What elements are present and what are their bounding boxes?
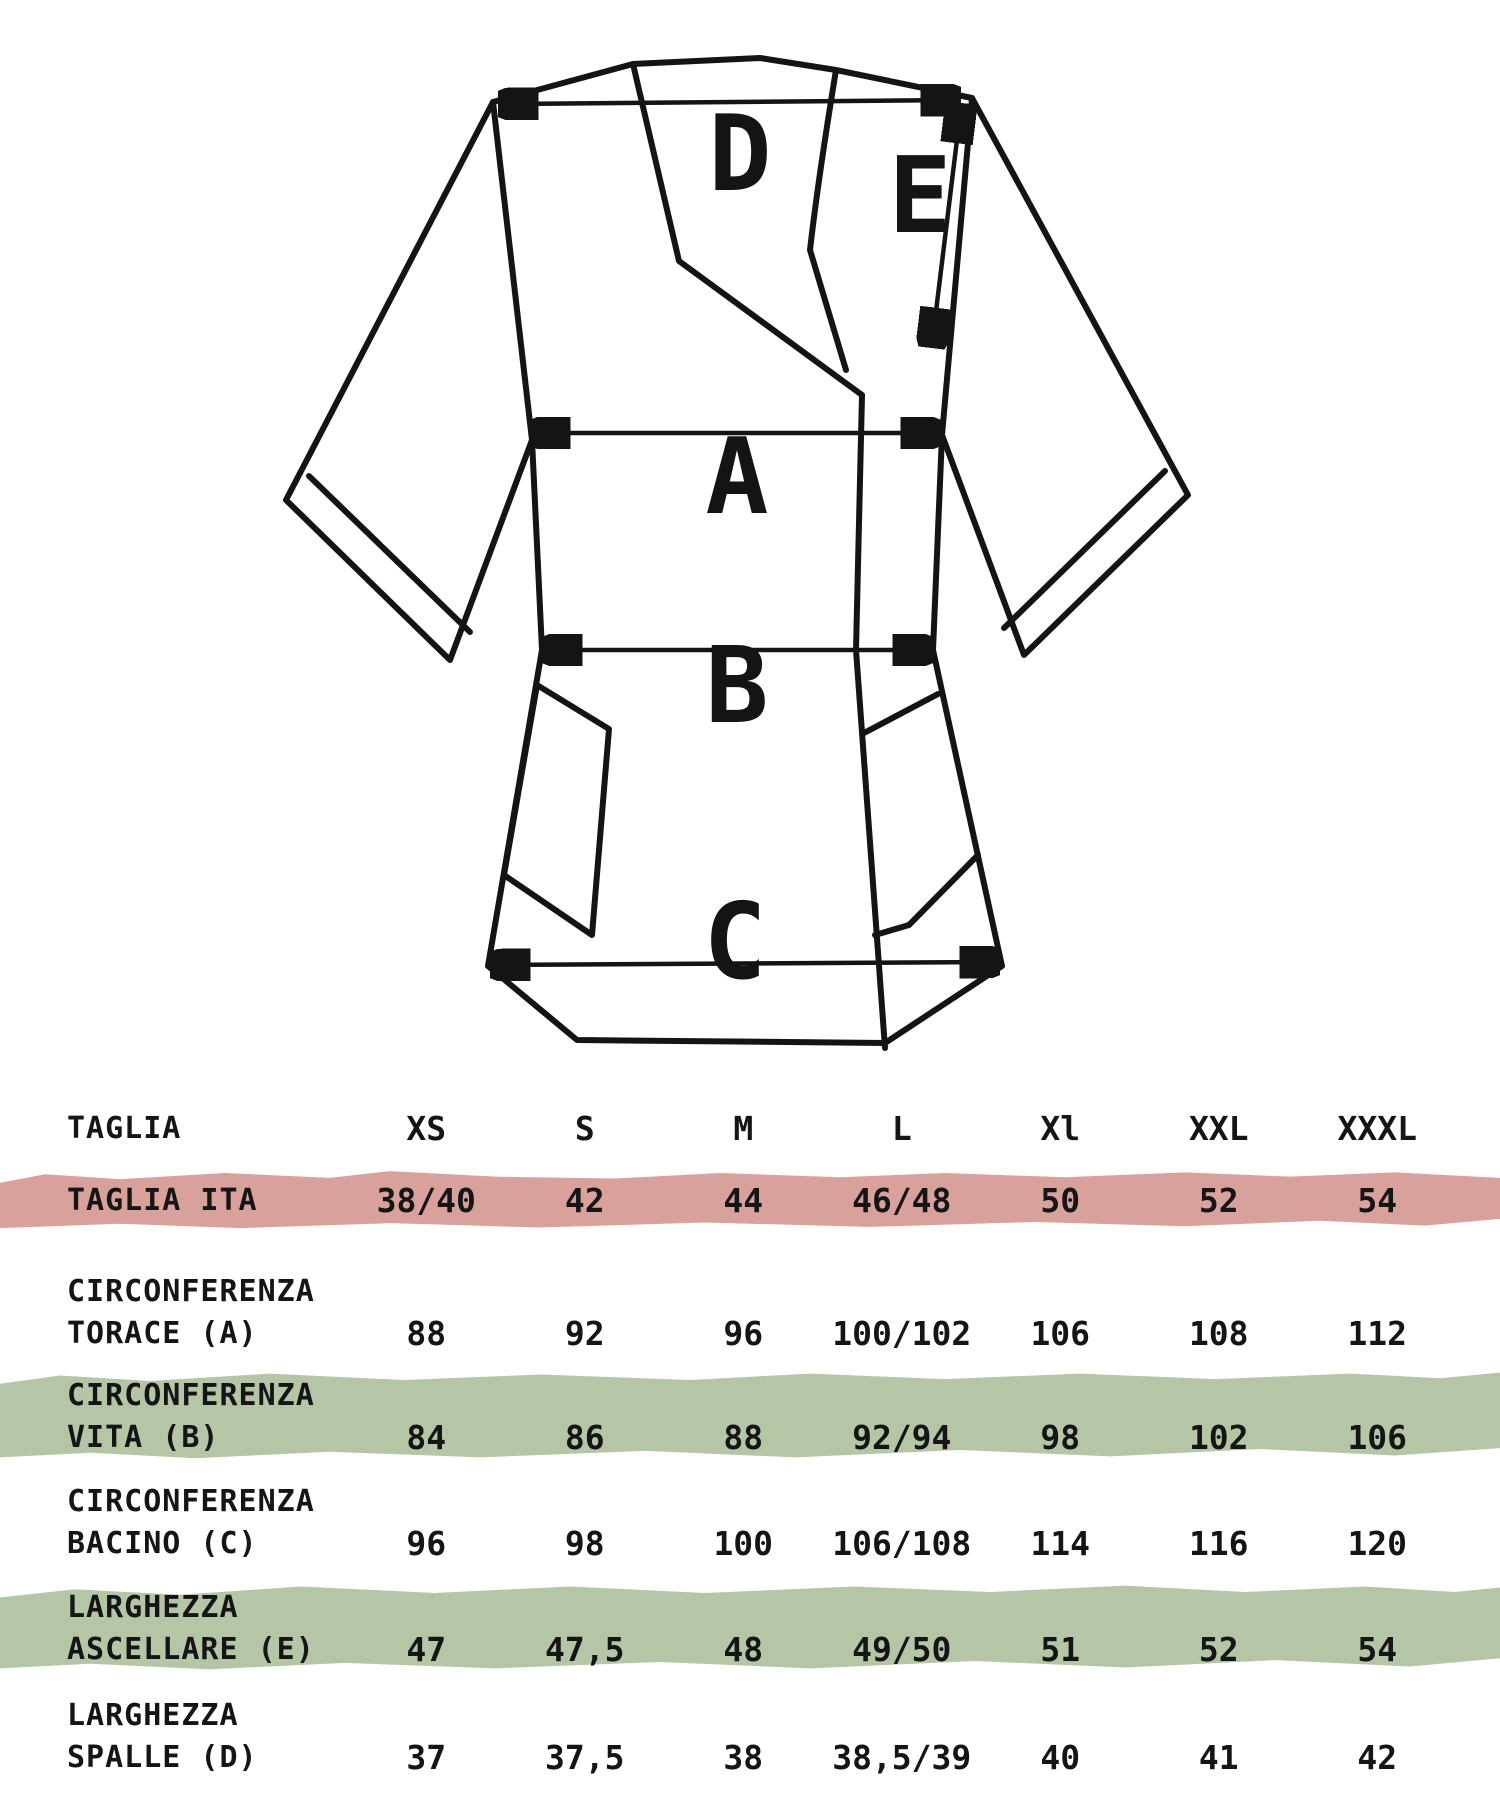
value-cell: 100/102 <box>832 1314 972 1353</box>
left-cuff-stripe <box>309 476 470 632</box>
size-col-xl: Xl <box>1040 1109 1081 1148</box>
measure-label-d: D <box>708 93 772 215</box>
row-label: TAGLIA ITA <box>67 1183 258 1218</box>
value-cell: 106 <box>1030 1314 1091 1353</box>
table-row-taglia-ita <box>0 1180 1500 1222</box>
value-cell: 92 <box>564 1314 605 1353</box>
size-col-xxxl: XXXL <box>1337 1109 1417 1148</box>
value-cell: 112 <box>1347 1314 1408 1353</box>
value-cell: 44 <box>723 1181 764 1220</box>
value-cell: 37,5 <box>545 1738 625 1777</box>
value-cell: 51 <box>1040 1630 1081 1669</box>
measure-label-e: E <box>888 135 952 257</box>
value-cell: 98 <box>1040 1418 1081 1457</box>
right-pocket-top-edge <box>864 694 938 733</box>
value-cell: 41 <box>1198 1738 1239 1777</box>
value-cell: 54 <box>1357 1181 1398 1220</box>
value-cell: 40 <box>1040 1738 1081 1777</box>
value-cell: 48 <box>723 1630 764 1669</box>
value-cell: 38 <box>723 1738 764 1777</box>
value-cell: 50 <box>1040 1181 1081 1220</box>
right-pocket-bottom-edge <box>875 855 978 935</box>
value-cell: 100 <box>713 1524 774 1563</box>
row-label <box>0 1271 347 1355</box>
value-cell: 106 <box>1347 1418 1408 1457</box>
row-label <box>0 1587 347 1671</box>
size-col-s: S <box>574 1109 595 1148</box>
value-cell: 84 <box>406 1418 447 1457</box>
value-cell: 54 <box>1357 1630 1398 1669</box>
size-col-xs: XS <box>406 1109 447 1148</box>
row-label-line2: BACINO (C) <box>67 1526 258 1561</box>
row-label <box>0 1375 347 1459</box>
value-cell: 96 <box>723 1314 764 1353</box>
value-cell: 120 <box>1347 1524 1408 1563</box>
row-label-line2: VITA (B) <box>67 1420 220 1455</box>
row-label <box>0 1481 347 1565</box>
row-label-line1: LARGHEZZA <box>67 1590 239 1625</box>
value-cell: 88 <box>406 1314 447 1353</box>
row-label-line1: CIRCONFERENZA <box>67 1484 315 1519</box>
value-cell: 38,5/39 <box>832 1738 972 1777</box>
neckline-right-collar <box>810 70 846 370</box>
measure-label-c: C <box>703 881 767 1003</box>
table-row-vita <box>0 1375 1500 1459</box>
table-row-bacino <box>0 1481 1500 1565</box>
size-col-m: M <box>733 1109 754 1148</box>
right-cuff-stripe <box>1004 471 1165 628</box>
value-cell: 52 <box>1198 1630 1239 1669</box>
value-cell: 116 <box>1188 1524 1249 1563</box>
row-label <box>0 1695 347 1779</box>
row-label-line2: SPALLE (D) <box>67 1740 258 1775</box>
value-cell: 102 <box>1188 1418 1249 1457</box>
row-label-line1: CIRCONFERENZA <box>67 1378 315 1413</box>
header-label: TAGLIA <box>67 1111 182 1146</box>
value-cell: 37 <box>406 1738 447 1777</box>
size-col-l: L <box>891 1109 912 1148</box>
value-cell: 96 <box>406 1524 447 1563</box>
value-cell: 47,5 <box>545 1630 625 1669</box>
value-cell: 98 <box>564 1524 605 1563</box>
left-pocket <box>504 685 609 935</box>
table-row-ascellare <box>0 1587 1500 1671</box>
value-cell: 92/94 <box>852 1418 952 1457</box>
table-row-torace <box>0 1271 1500 1355</box>
row-label-line1: LARGHEZZA <box>67 1698 239 1733</box>
value-cell: 108 <box>1188 1314 1249 1353</box>
value-cell: 114 <box>1030 1524 1091 1563</box>
row-label-line1: CIRCONFERENZA <box>67 1274 315 1309</box>
row-label-line2: TORACE (A) <box>67 1316 258 1351</box>
value-cell: 42 <box>564 1181 605 1220</box>
measure-label-a: A <box>705 416 769 538</box>
value-cell: 47 <box>406 1630 447 1669</box>
measure-label-b: B <box>705 625 769 747</box>
value-cell: 42 <box>1357 1738 1398 1777</box>
value-cell: 52 <box>1198 1181 1239 1220</box>
value-cell: 46/48 <box>852 1181 952 1220</box>
table-header-row <box>0 1108 1500 1150</box>
value-cell: 88 <box>723 1418 764 1457</box>
row-label-line2: ASCELLARE (E) <box>67 1632 315 1667</box>
size-col-xxl: XXL <box>1188 1109 1249 1148</box>
value-cell: 49/50 <box>852 1630 952 1669</box>
table-row-spalle <box>0 1695 1500 1779</box>
value-cell: 38/40 <box>376 1181 476 1220</box>
value-cell: 86 <box>564 1418 605 1457</box>
value-cell: 106/108 <box>832 1524 972 1563</box>
